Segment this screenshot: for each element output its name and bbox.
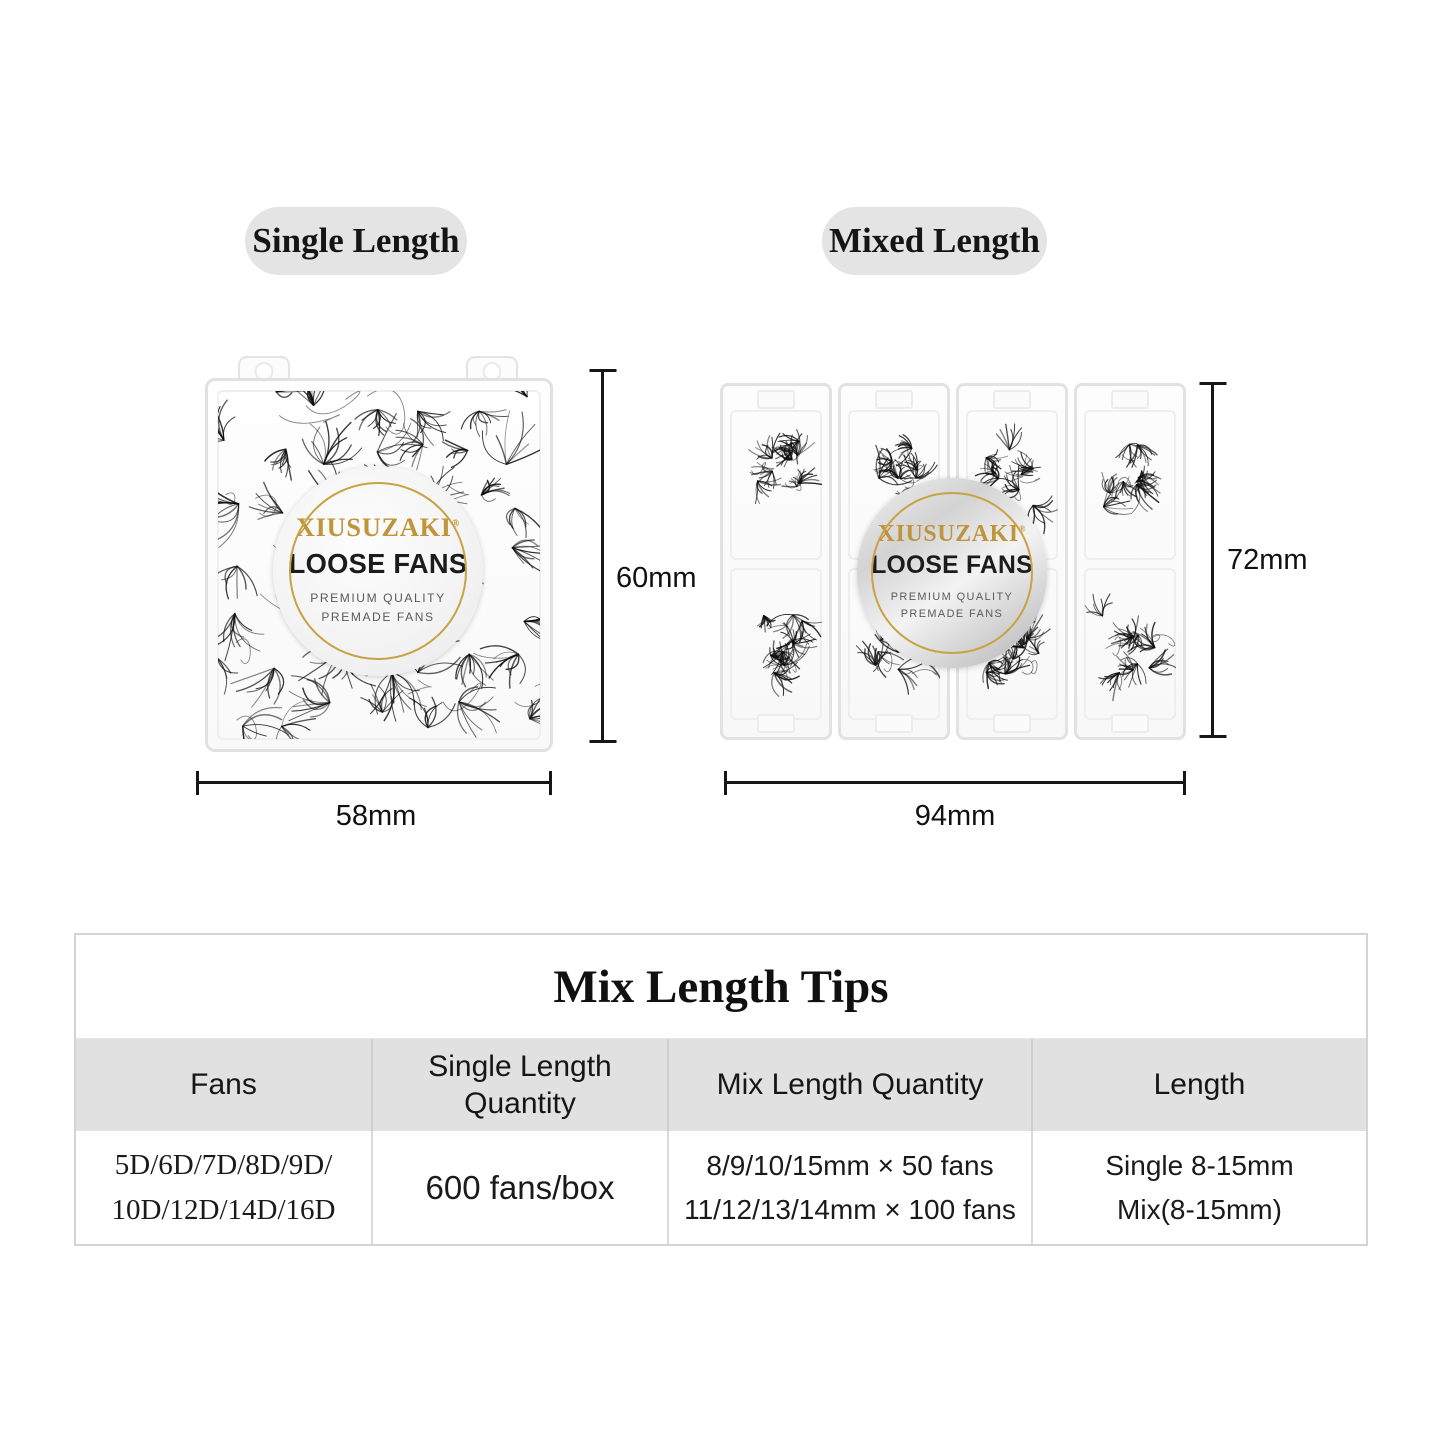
brand-sticker-mixed — [857, 478, 1047, 668]
width-dimension-line-single — [197, 781, 551, 784]
height-dimension-line-single — [601, 370, 604, 742]
cell-mix-quantity-line2: 11/12/13/14mm × 100 fans — [684, 1193, 1016, 1225]
header-cell-mix-quantity: Mix Length Quantity — [667, 1039, 1031, 1131]
brand-name: XIUSUZAKI — [877, 520, 1019, 547]
brand-sticker-single — [273, 466, 483, 676]
cell-fans — [76, 1131, 371, 1244]
width-dimension-label-single: 58mm — [335, 800, 417, 832]
width-dimension-label-mixed: 94mm — [914, 800, 996, 832]
tagline-line1: PREMIUM QUALITY — [310, 591, 446, 606]
tagline-line2: PREMADE FANS — [900, 608, 1004, 621]
mixed-length-badge-label: Mixed Length — [829, 221, 1040, 260]
table-data-row — [76, 1131, 1366, 1244]
cell-length — [1031, 1131, 1366, 1244]
cell-mix-quantity-line1: 8/9/10/15mm × 50 fans — [706, 1150, 994, 1182]
brand-name: XIUSUZAKI — [295, 513, 452, 543]
header-cell-single-quantity — [371, 1039, 667, 1131]
header-cell-single-quantity-text: Single Length Quantity — [428, 1049, 612, 1120]
cell-length-line1: Single 8-15mm — [1105, 1150, 1294, 1182]
height-dimension-line-mixed — [1211, 383, 1214, 737]
height-dimension-label-single: 60mm — [616, 562, 697, 594]
mixed-length-badge — [822, 207, 1047, 275]
gold-ring — [871, 492, 1033, 654]
single-length-badge-label: Single Length — [252, 221, 460, 260]
cell-single-quantity: 600 fans/box — [371, 1131, 667, 1244]
registered-mark: ® — [1018, 523, 1027, 534]
cell-fans-line1: 5D/6D/7D/8D/9D/ — [114, 1148, 333, 1181]
single-length-badge — [245, 207, 467, 275]
cell-mix-quantity — [667, 1131, 1031, 1244]
cell-fans-line2: 10D/12D/14D/16D — [111, 1193, 336, 1226]
width-dimension-line-mixed — [725, 781, 1185, 784]
registered-mark: ® — [451, 518, 461, 530]
tagline-line1: PREMIUM QUALITY — [890, 591, 1014, 604]
table-header-row — [76, 1039, 1366, 1131]
gold-ring — [289, 482, 468, 661]
header-cell-length: Length — [1031, 1039, 1366, 1131]
product-name: LOOSE FANS — [288, 547, 468, 579]
table-title: Mix Length Tips — [76, 935, 1366, 1039]
height-dimension-label-mixed: 72mm — [1227, 544, 1308, 576]
product-name: LOOSE FANS — [871, 551, 1033, 579]
header-cell-fans: Fans — [190, 1068, 257, 1102]
cell-length-line2: Mix(8-15mm) — [1117, 1193, 1282, 1225]
mix-length-tips-table — [74, 933, 1368, 1246]
tagline-line2: PREMADE FANS — [321, 609, 435, 624]
